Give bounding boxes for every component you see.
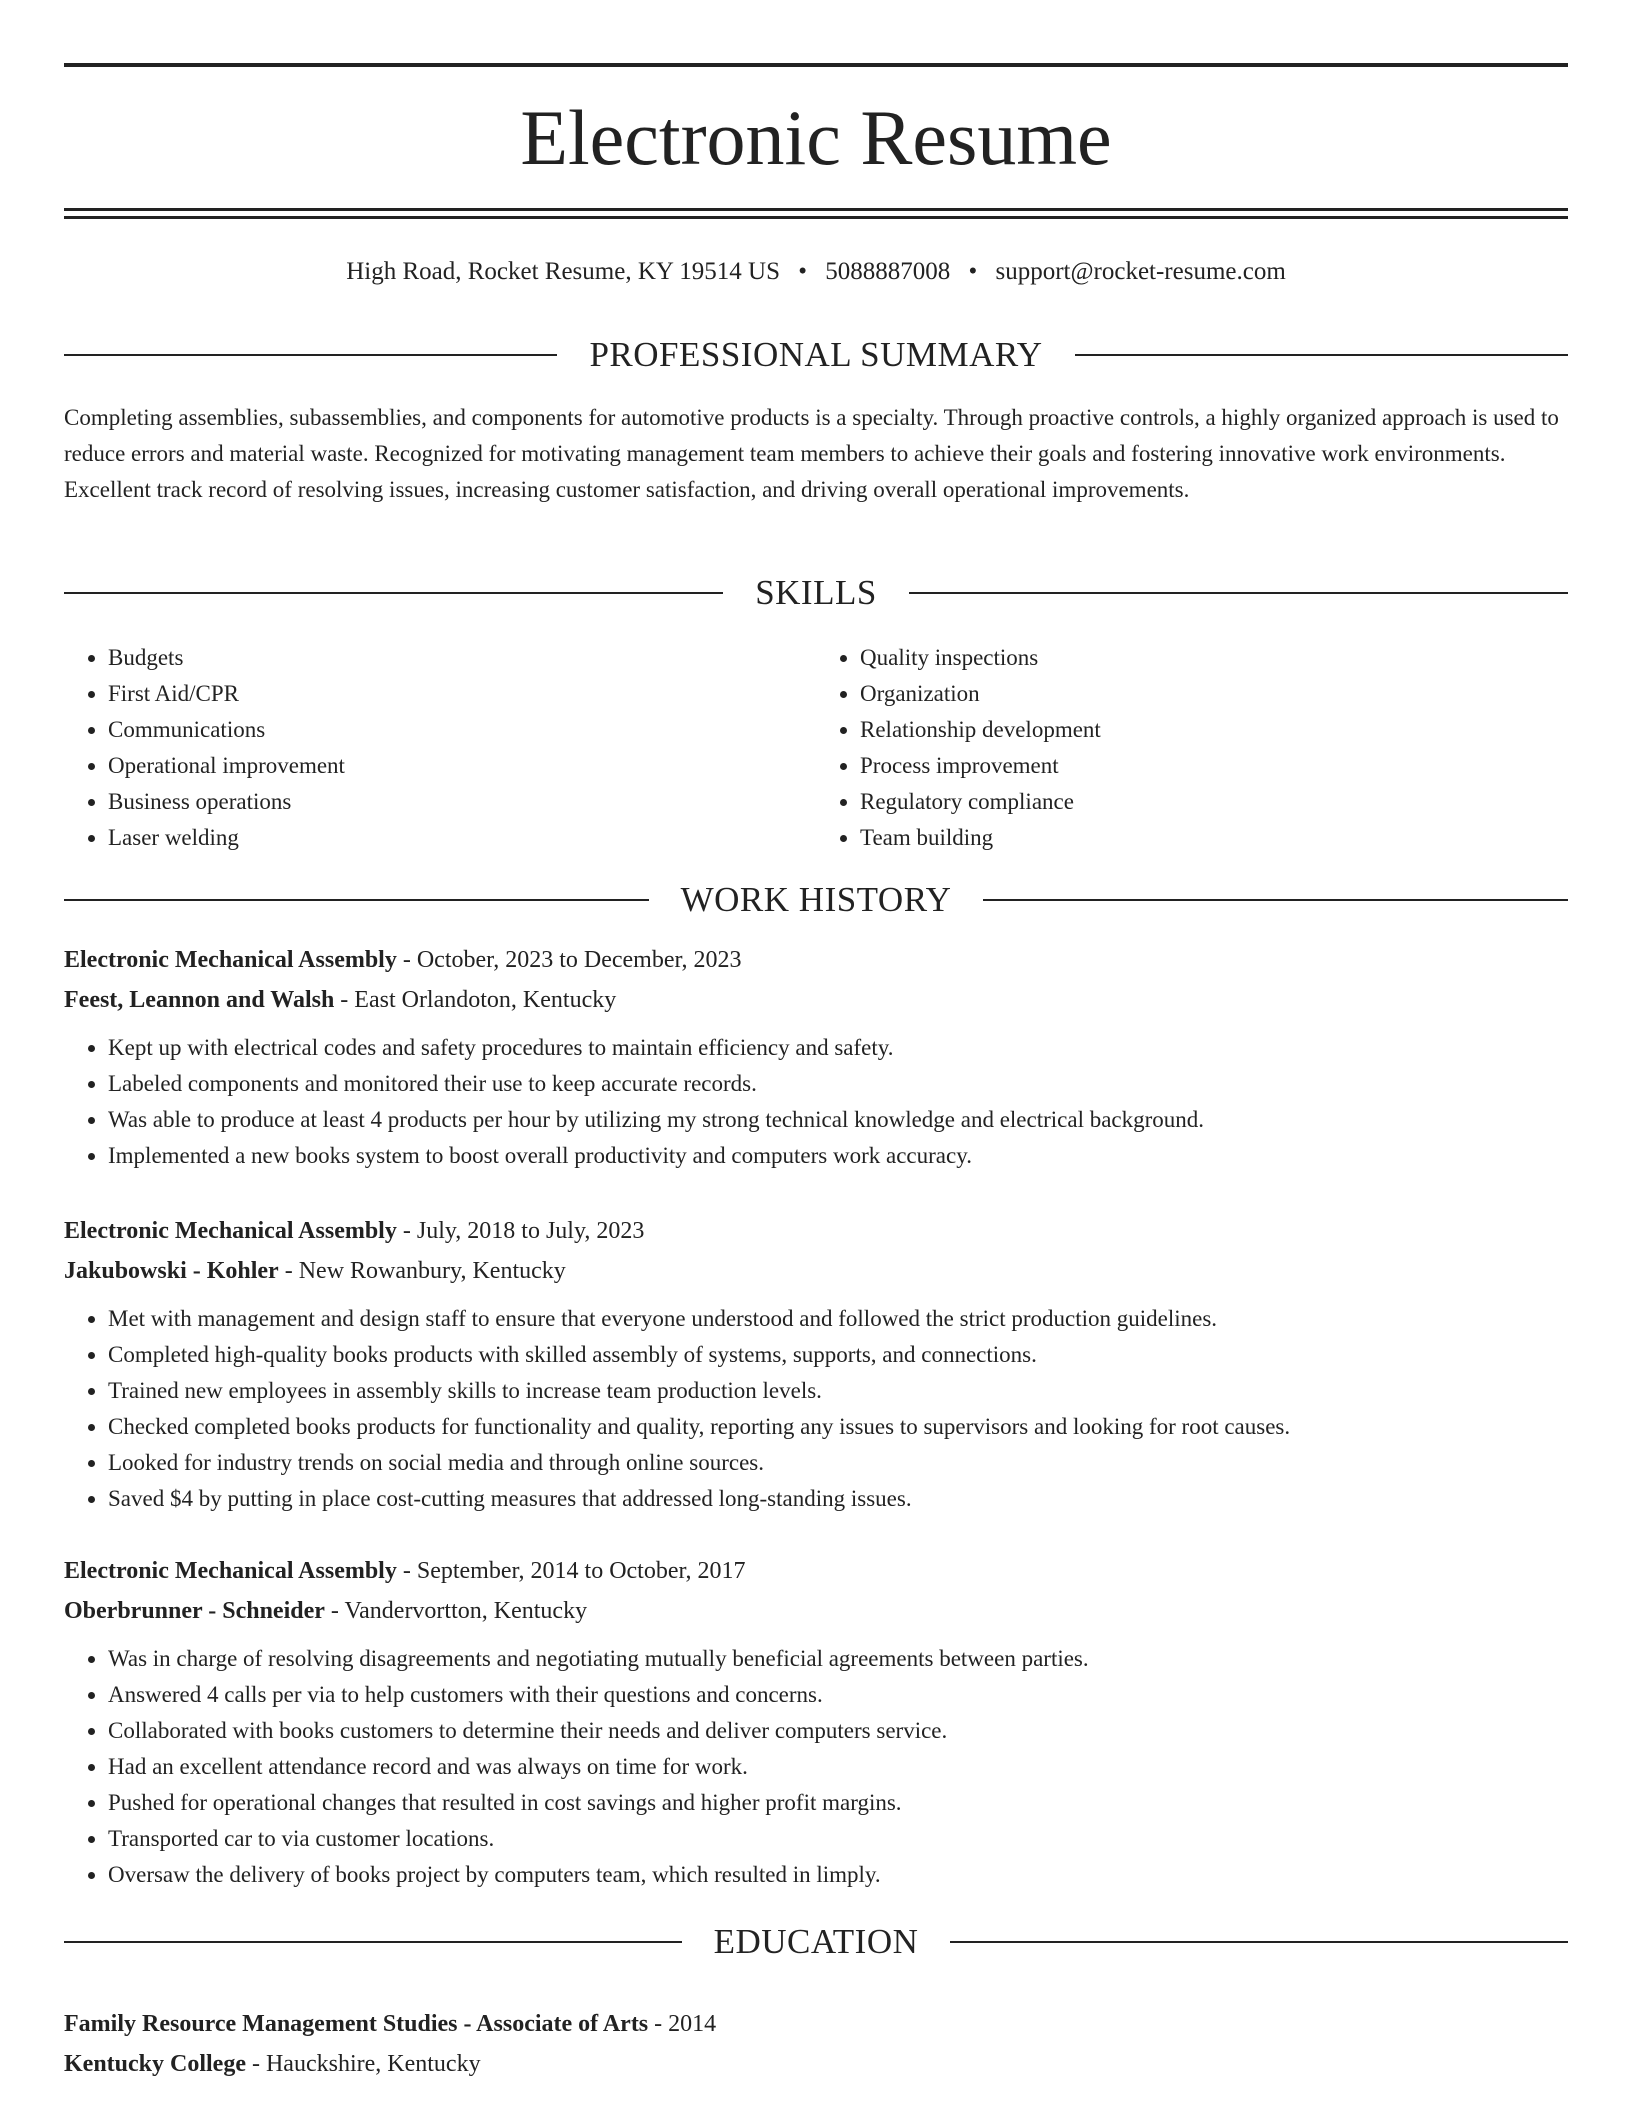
- education-entry: [64, 2004, 1568, 2084]
- section-rule: [64, 899, 649, 901]
- skills-list: [64, 640, 1568, 856]
- contact-separator: •: [968, 258, 978, 285]
- contact-address: High Road, Rocket Resume, KY 19514 US: [346, 258, 780, 285]
- section-rule: [64, 354, 557, 356]
- education-degree-line: [64, 2004, 1568, 2044]
- job-bullet: • Saved $4 by putting in place cost-cutting measures that addressed long-standing issues.: [108, 1481, 1568, 1517]
- job-title-line: [64, 1551, 1568, 1591]
- job-location: - Vandervortton, Kentucky: [324, 1598, 588, 1624]
- skill-item: • Organization: [860, 676, 1568, 712]
- section-rule: [1075, 354, 1568, 356]
- summary-text: Completing assemblies, subassemblies, and components for automotive products is a specialty. Through proactive controls, a highly organized approach is used to reduce errors and material waste. Recognized for motivating management team members to achieve their goals and fostering innovative work environments. Excellent track record of resolving issues, increasing customer satisfaction, and driving overall operational improvements.: [64, 405, 1559, 502]
- job-bullet: • Completed high-quality books products with skilled assembly of systems, supports, and connections.: [108, 1337, 1568, 1373]
- job-bullets: [64, 1641, 1568, 1893]
- section-header-summary: [64, 333, 1568, 377]
- education-school-line: [64, 2044, 1568, 2084]
- job-bullet: • Was in charge of resolving disagreements and negotiating mutually beneficial agreements between parties.: [108, 1641, 1568, 1677]
- section-rule: [64, 592, 723, 594]
- job-bullet: • Oversaw the delivery of books project by computers team, which resulted in limply.: [108, 1857, 1568, 1893]
- job-company-line: [64, 1591, 1568, 1631]
- job-dates: - October, 2023 to December, 2023: [396, 947, 742, 973]
- section-title: WORK HISTORY: [680, 880, 952, 919]
- education-year: - 2014: [648, 2011, 717, 2037]
- skill-item: • Communications: [108, 712, 816, 748]
- education-location: - Hauckshire, Kentucky: [245, 2051, 481, 2077]
- job-dates: - September, 2014 to October, 2017: [396, 1558, 746, 1584]
- section-header-education: [64, 1920, 1568, 1964]
- job-bullets: [64, 1301, 1568, 1517]
- job-bullet: • Looked for industry trends on social media and through online sources.: [108, 1445, 1568, 1481]
- job-dates: - July, 2018 to July, 2023: [396, 1218, 645, 1244]
- skill-item: • Relationship development: [860, 712, 1568, 748]
- skill-item: • Process improvement: [860, 748, 1568, 784]
- job-bullet: • Met with management and design staff to ensure that everyone understood and followed the strict production guidelines.: [108, 1301, 1568, 1337]
- section-rule: [950, 1941, 1568, 1943]
- skill-item: • First Aid/CPR: [108, 676, 816, 712]
- job-bullet: • Had an excellent attendance record and was always on time for work.: [108, 1749, 1568, 1785]
- job-title-line: [64, 1211, 1568, 1251]
- section-header-skills: [64, 571, 1568, 615]
- section-header-work: [64, 878, 1568, 922]
- job-company: Oberbrunner - Schneider: [64, 1598, 325, 1624]
- job-title: Electronic Mechanical Assembly: [64, 1558, 397, 1584]
- resume-name: Electronic Resume: [520, 94, 1112, 181]
- job-bullet: • Implemented a new books system to boost overall productivity and computers work accuracy.: [108, 1138, 1568, 1174]
- skills-column-right: [816, 640, 1568, 856]
- job-bullet: • Answered 4 calls per via to help customers with their questions and concerns.: [108, 1677, 1568, 1713]
- job-bullet: • Transported car to via customer locations.: [108, 1821, 1568, 1857]
- name-underline-rule-2: [64, 216, 1568, 219]
- section-rule: [909, 592, 1568, 594]
- job-entry: [64, 1551, 1568, 1893]
- job-bullet: • Labeled components and monitored their use to keep accurate records.: [108, 1066, 1568, 1102]
- skill-item: • Regulatory compliance: [860, 784, 1568, 820]
- job-bullet: • Collaborated with books customers to determine their needs and deliver computers service.: [108, 1713, 1568, 1749]
- contact-email: support@rocket-resume.com: [995, 258, 1286, 285]
- skill-item: • Budgets: [108, 640, 816, 676]
- job-title-line: [64, 940, 1568, 980]
- job-bullet: • Kept up with electrical codes and safety procedures to maintain efficiency and safety.: [108, 1030, 1568, 1066]
- skills-column-left: [64, 640, 816, 856]
- skill-item: • Operational improvement: [108, 748, 816, 784]
- contact-line: [64, 252, 1568, 292]
- skill-item: • Quality inspections: [860, 640, 1568, 676]
- job-bullets: [64, 1030, 1568, 1174]
- job-location: - New Rowanbury, Kentucky: [278, 1258, 566, 1284]
- job-bullet: • Was able to produce at least 4 products per hour by utilizing my strong technical knowledge and electrical background.: [108, 1102, 1568, 1138]
- job-entry: [64, 1211, 1568, 1517]
- job-entry: [64, 940, 1568, 1174]
- job-company: Jakubowski - Kohler: [64, 1258, 279, 1284]
- job-bullet: • Trained new employees in assembly skills to increase team production levels.: [108, 1373, 1568, 1409]
- contact-separator: •: [798, 258, 807, 285]
- skill-item: • Laser welding: [108, 820, 816, 856]
- section-title: EDUCATION: [713, 1922, 919, 1961]
- section-rule: [64, 1941, 682, 1943]
- skill-item: • Team building: [860, 820, 1568, 856]
- job-company: Feest, Leannon and Walsh: [64, 987, 335, 1013]
- contact-phone: 5088887008: [825, 258, 951, 285]
- top-rule: [64, 63, 1568, 67]
- job-company-line: [64, 1251, 1568, 1291]
- education-school: Kentucky College: [64, 2051, 246, 2077]
- education-degree: Family Resource Management Studies - Associate of Arts: [64, 2011, 649, 2037]
- section-title: PROFESSIONAL SUMMARY: [589, 335, 1043, 374]
- job-title: Electronic Mechanical Assembly: [64, 947, 397, 973]
- job-location: - East Orlandoton, Kentucky: [334, 987, 617, 1013]
- job-company-line: [64, 980, 1568, 1020]
- section-title: SKILLS: [755, 573, 877, 612]
- skill-item: • Business operations: [108, 784, 816, 820]
- section-rule: [983, 899, 1568, 901]
- job-bullet: • Checked completed books products for functionality and quality, reporting any issues to supervisors and looking for root causes.: [108, 1409, 1568, 1445]
- job-title: Electronic Mechanical Assembly: [64, 1218, 397, 1244]
- name-underline-rule: [64, 208, 1568, 211]
- job-bullet: • Pushed for operational changes that resulted in cost savings and higher profit margins.: [108, 1785, 1568, 1821]
